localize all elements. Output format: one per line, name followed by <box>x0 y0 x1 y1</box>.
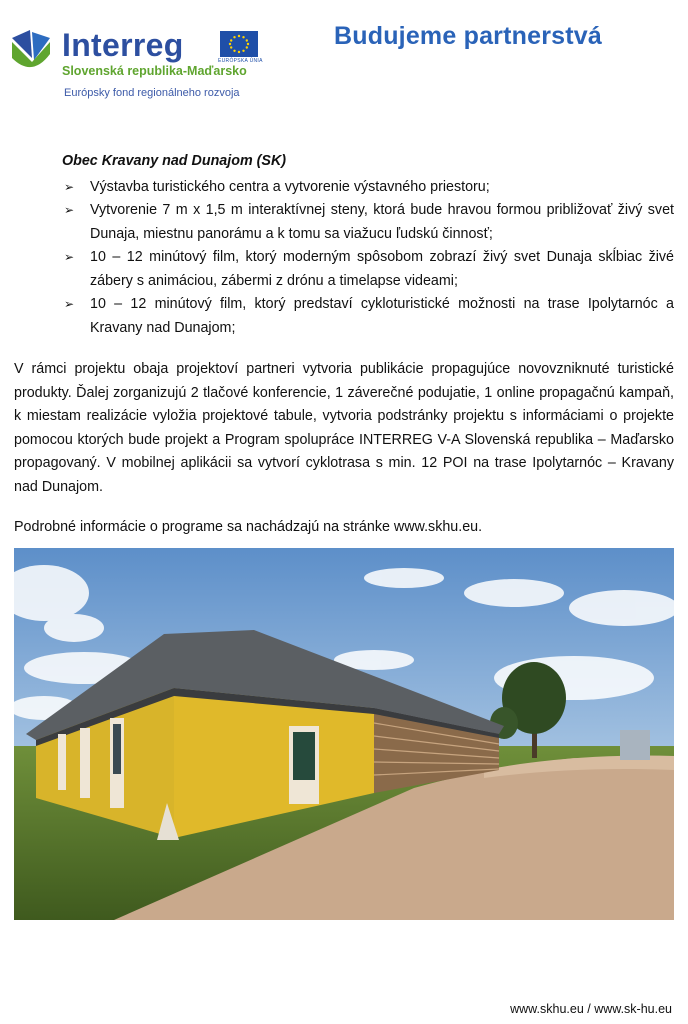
interreg-logo-mark-icon <box>10 28 52 76</box>
eu-label: EURÓPSKA ÚNIA <box>218 58 263 64</box>
eu-flag-icon <box>220 31 258 57</box>
interreg-logo <box>10 26 270 104</box>
list-item: ➢ 10 – 12 minútový film, ktorý moderným spôsobom zobrazí živý svet Dunaja skĺbiac živé zábery s animáciou, zábermi z drónu a timelapse videami; <box>14 246 674 293</box>
list-item: ➢ 10 – 12 minútový film, ktorý predstaví cykloturistické možnosti na trase Ipolytarnóc a Kravany nad Dunajom; <box>14 293 674 340</box>
building-render-image <box>14 548 674 920</box>
list-item: ➢ Výstavba turistického centra a vytvorenie výstavného priestoru; <box>14 176 674 200</box>
page-headline: Budujeme partnerstvá <box>334 22 602 50</box>
arrow-bullet-icon: ➢ <box>64 297 75 311</box>
main-content <box>14 150 674 540</box>
logo-fund-name: Európsky fond regionálneho rozvoja <box>64 87 240 99</box>
project-paragraph: V rámci projektu obaja projektoví partneri vytvoria publikácie propagujúce novovzniknuté turistické produkty. Ďalej zorganizujú 2 tlačové konferencie, 1 záverečné podujatie, 1 online propagačnú kampaň, k miestam realizácie vyložia projektové tabule, vytvoria podstránky projektu s informáciami o projekte pomocou ktorých bude projekt a Program spolupráce INTERREG V-A Slovenská republika – Maďarsko propagovaný. V mobilnej aplikácii sa vytvorí cyklotrasa s min. 12 POI na trase Ipolytarnóc – Kravany nad Dunajom. <box>14 361 674 495</box>
logo-program-name: Slovenská republika-Maďarsko <box>62 64 247 78</box>
arrow-bullet-icon: ➢ <box>64 250 75 264</box>
arrow-bullet-icon: ➢ <box>64 179 75 194</box>
footer-links: www.skhu.eu / www.sk-hu.eu <box>510 1002 672 1016</box>
info-paragraph: Podrobné informácie o programe sa nachádzajú na stránke www.skhu.eu. <box>14 519 483 535</box>
section-title: Obec Kravany nad Dunajom (SK) <box>62 153 287 169</box>
arrow-bullet-icon: ➢ <box>64 203 75 217</box>
bullet-list <box>14 176 674 341</box>
list-item: ➢ Vytvorenie 7 m x 1,5 m interaktívnej steny, ktorá bude hravou formou približovať živý svet Dunaja, miestnu panorámu a k tomu sa viažucu ľudskú činnosť; <box>14 199 674 246</box>
logo-wordmark: Interreg <box>62 27 184 63</box>
